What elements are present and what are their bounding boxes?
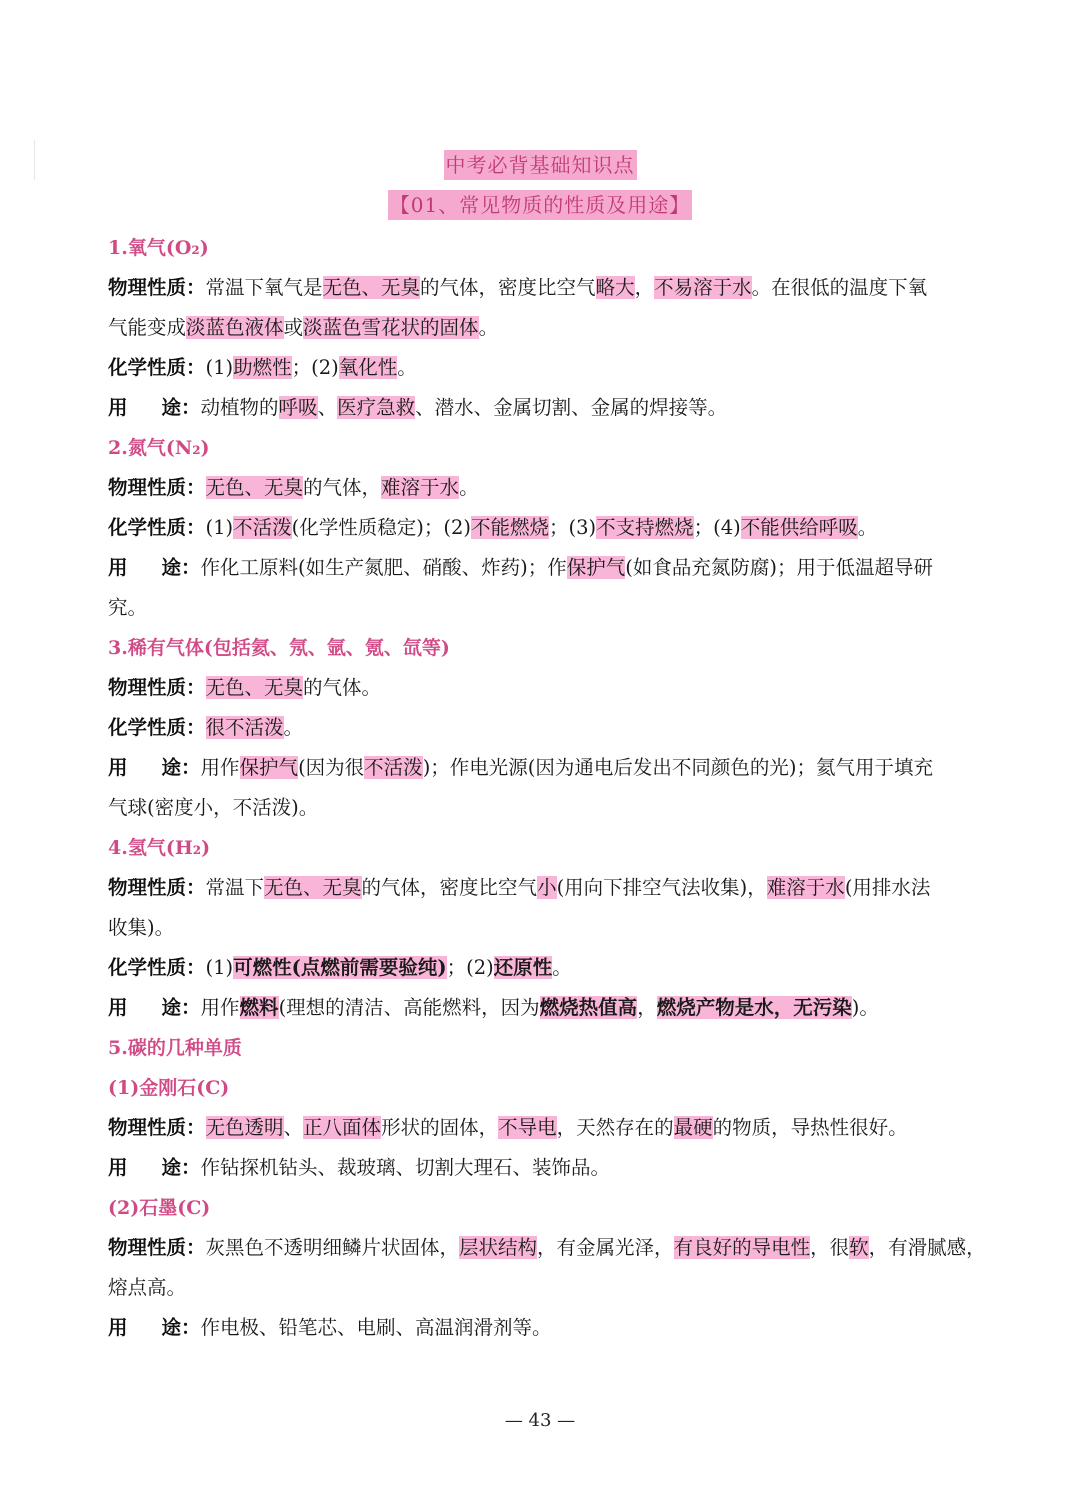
highlight: 医疗急救 [337,396,416,419]
use-label-a: 用 [108,1316,128,1339]
physical-label: 物理性质： [108,676,206,699]
highlight: 无色、无臭 [205,676,304,699]
highlight: 不支持燃烧 [596,516,694,539]
text-run: (因为很 [298,756,365,779]
use-label-b: 途： [161,1316,201,1339]
text-run: (理想的清洁、高能燃料，因为 [278,996,540,1019]
text-run: 常温下氧气是 [205,276,323,299]
highlight: 层状结构 [459,1236,538,1259]
use-label-a: 用 [108,396,128,419]
text-run: 。 [478,316,499,339]
text-run: ，天然存在的 [556,1116,674,1139]
chemical-label: 化学性质： [108,956,206,979]
text-run: 。 [857,516,878,539]
subsection-heading-diamond: (1)金刚石(C) [108,1077,230,1099]
oxygen-physical-line [108,268,978,308]
text-run: 。 [283,716,304,739]
text-run: (化学性质稳定)；(2) [291,516,471,539]
text-run: ；(3) [549,516,597,539]
graphite-physical-line-2: 熔点高。 [108,1276,187,1299]
use-label-b: 途： [161,396,201,419]
highlight: 不导电 [498,1116,557,1139]
rare-physical-line [108,668,978,708]
nitrogen-physical-line [108,468,978,508]
diamond-use-line [108,1148,978,1188]
highlight: 呼吸 [278,396,318,419]
rare-use-line-2: 气球(密度小，不活泼)。 [108,796,319,819]
use-label-a: 用 [108,1156,128,1179]
text-run: (1) [205,356,234,379]
text-run: (如食品充氮防腐)；用于低温超导研 [625,556,933,579]
nitrogen-use-line [108,548,978,588]
text-run: 、 [283,1116,304,1139]
highlight: 略大 [595,276,635,299]
text-run: (1) [205,516,234,539]
oxygen-use-line [108,388,978,428]
subsection-heading-graphite: (2)石墨(C) [108,1197,211,1219]
chemical-label: 化学性质： [108,516,206,539]
text-run: ；(2) [291,356,339,379]
page-number: — 43 — [504,1410,576,1431]
physical-label: 物理性质： [108,476,206,499]
text-run: ；(4) [693,516,741,539]
text-run: 作钻探机钻头、裁玻璃、切割大理石、装饰品。 [200,1156,611,1179]
text-run: 用作 [200,996,240,1019]
text-run: 的气体，密度比空气 [361,876,538,899]
use-label-a: 用 [108,756,128,779]
text-run: 。在很低的温度下氧 [751,276,928,299]
content [108,228,986,1348]
highlight: 很不活泼 [205,716,284,739]
highlight: 无色透明 [205,1116,284,1139]
text-run: (用排水法 [844,876,931,899]
text-run: 。 [397,356,417,379]
highlight: 燃烧产物是水，无污染 [656,996,852,1019]
text-run: 作电极、铅笔芯、电刷、高温润滑剂等。 [200,1316,552,1339]
page-title: 中考必背基础知识点 [444,150,637,180]
highlight: 保护气 [239,756,299,779]
text-run: 的气体。 [303,676,382,699]
highlight: 最硬 [673,1116,713,1139]
text-run: 常温下 [205,876,265,899]
text-run: 、潜水、金属切割、金属的焊接等。 [415,396,728,419]
text-run: ，有滑腻感， [868,1236,986,1259]
hydrogen-chemical-line [108,948,978,988]
highlight: 不易溶于水 [654,276,752,299]
highlight: 氧化性 [338,356,398,379]
highlight: 有良好的导电性 [673,1236,811,1259]
text-run: 用作 [200,756,240,779]
text-run: 、 [317,396,338,419]
oxygen-chemical-line [108,348,978,388]
highlight: 不活泼 [233,516,292,539]
use-label-b: 途： [161,556,201,579]
hydrogen-physical-line-2: 收集)。 [108,916,175,939]
highlight: 淡蓝色雪花状的固体 [303,316,479,339]
text-run: (用向下排空气法收集)， [556,876,767,899]
highlight: 不能燃烧 [471,516,550,539]
text-run: (1) [205,956,234,979]
use-label-a: 用 [108,556,128,579]
chemical-label: 化学性质： [108,356,206,379]
text-run: 的气体，密度比空气 [420,276,596,299]
section-heading-carbon: 5.碳的几种单质 [108,1037,242,1059]
text-run: ， [634,276,655,299]
rare-chemical-line [108,708,978,748]
diamond-physical-line [108,1108,978,1148]
highlight: 可燃性(点燃前需要验纯) [233,956,447,979]
text-run: )。 [851,996,879,1019]
nitrogen-chemical-line [108,508,978,548]
highlight: 还原性 [493,956,553,979]
highlight: 无色、无臭 [322,276,421,299]
nitrogen-use-line-2: 究。 [108,596,148,619]
rare-use-line [108,748,978,788]
highlight: 不能供给呼吸 [740,516,858,539]
highlight: 无色、无臭 [205,476,304,499]
text-run: 的物质，导热性很好。 [712,1116,908,1139]
text-run: ，有金属光泽， [537,1236,674,1259]
section-heading-hydrogen: 4.氢气(H₂) [108,837,211,859]
highlight: 正八面体 [303,1116,382,1139]
highlight: 燃料 [239,996,279,1019]
highlight: 燃烧热值高 [539,996,638,1019]
text-run: 。 [459,476,479,499]
section-heading-oxygen: 1.氧气(O₂) [108,237,209,259]
text-run: 的气体， [303,476,382,499]
text-run: ， [637,996,657,1019]
text-run: 形状的固体， [381,1116,499,1139]
text-run: )；作电光源(因为通电后发出不同颜色的光)；氦气用于填充 [422,756,934,779]
text-run: 或 [283,316,304,339]
highlight: 保护气 [566,556,626,579]
hydrogen-physical-line [108,868,978,908]
physical-label: 物理性质： [108,876,206,899]
highlight: 软 [849,1236,869,1259]
text-run: ，很 [810,1236,850,1259]
text-run: 作化工原料(如生产氮肥、硝酸、炸药)；作 [200,556,567,579]
highlight: 难溶于水 [766,876,845,899]
page-subtitle: 【01、常见物质的性质及用途】 [388,190,692,220]
highlight: 助燃性 [233,356,292,379]
text-run: ；(2) [446,956,494,979]
oxygen-physical-line-2 [108,308,978,348]
graphite-use-line [108,1308,978,1348]
highlight: 难溶于水 [381,476,460,499]
use-label-b: 途： [161,756,201,779]
chemical-label: 化学性质： [108,716,206,739]
text-run: 动植物的 [200,396,279,419]
use-label-b: 途： [161,1156,201,1179]
title-block [0,150,1080,220]
section-heading-nitrogen: 2.氮气(N₂) [108,437,210,459]
physical-label: 物理性质： [108,1116,206,1139]
physical-label: 物理性质： [108,1236,206,1259]
use-label-b: 途： [161,996,201,1019]
section-heading-rare-gases: 3.稀有气体(包括氦、氖、氩、氪、氙等) [108,637,450,659]
use-label-a: 用 [108,996,128,1019]
graphite-physical-line [108,1228,986,1268]
highlight: 小 [537,876,557,899]
text-run: 。 [552,956,572,979]
highlight: 无色、无臭 [264,876,362,899]
text-run: 气能变成 [108,316,187,339]
hydrogen-use-line [108,988,978,1028]
physical-label: 物理性质： [108,276,206,299]
text-run: 灰黑色不透明细鳞片状固体， [205,1236,460,1259]
highlight: 淡蓝色液体 [186,316,284,339]
highlight: 不活泼 [364,756,423,779]
